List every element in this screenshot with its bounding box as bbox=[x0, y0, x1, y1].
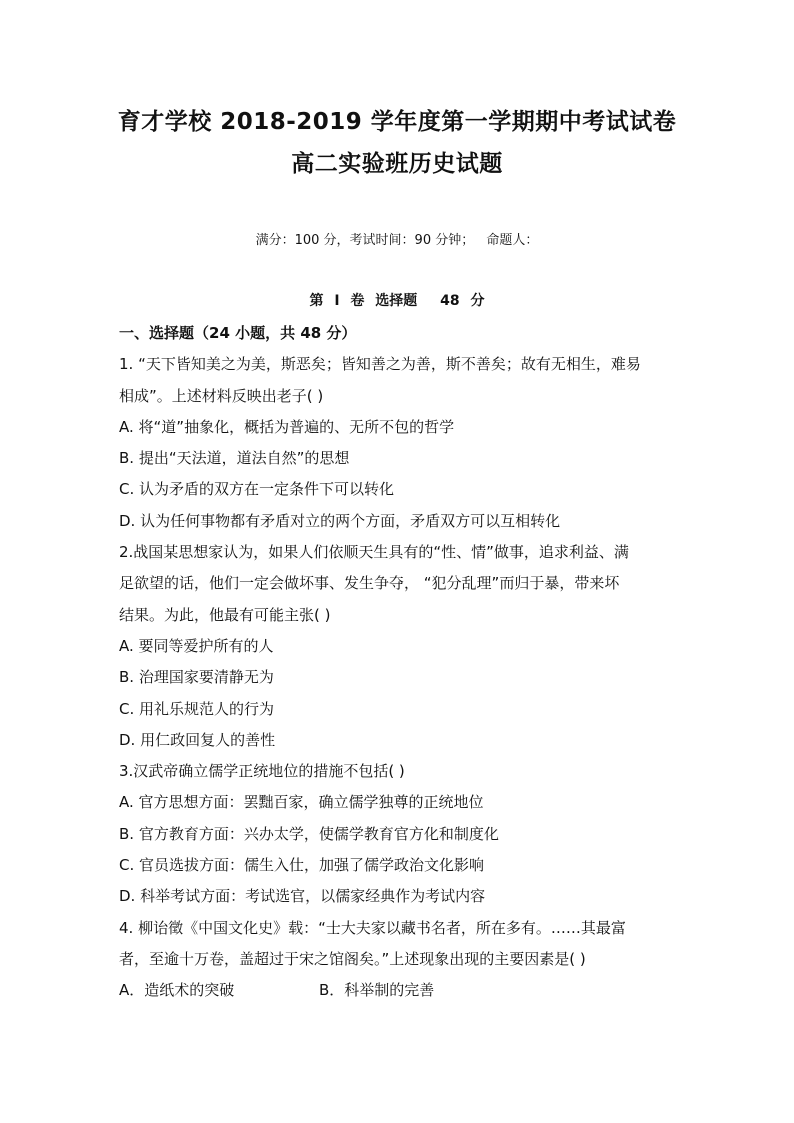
question-1-stem-line: 相成”。上述材料反映出老子( ) bbox=[119, 386, 324, 405]
question-2-option-c: C. 用礼乐规范人的行为 bbox=[119, 699, 275, 718]
question-2-stem-line: 2.战国某思想家认为，如果人们依顺天生具有的“性、情”做事，追求利益、满 bbox=[119, 543, 629, 562]
question-1-option-c: C. 认为矛盾的双方在一定条件下可以转化 bbox=[119, 480, 395, 499]
author-text: 命题人： bbox=[486, 233, 539, 248]
question-2-option-b: B. 治理国家要清静无为 bbox=[119, 668, 274, 687]
full-score-text: 满分：100 分，考试时间：90 分钟； bbox=[255, 233, 475, 248]
exam-info bbox=[0, 229, 794, 248]
question-3-option-c: C. 官员选拔方面：儒生入仕，加强了儒学政治文化影响 bbox=[119, 856, 485, 875]
question-1-stem-line: 1. “天下皆知美之为美，斯恶矣；皆知善之为善，斯不善矣；故有无相生，难易 bbox=[119, 355, 641, 374]
exam-title: 育才学校 2018-2019 学年度第一学期期中考试试卷 bbox=[117, 109, 677, 135]
question-4-option-b: B．科举制的完善 bbox=[319, 981, 435, 1000]
question-3-option-a: A. 官方思想方面：罢黜百家，确立儒学独尊的正统地位 bbox=[119, 793, 484, 812]
question-list bbox=[119, 318, 679, 1007]
question-3-option-b: B. 官方教育方面：兴办太学，使儒学教育官方化和制度化 bbox=[119, 824, 499, 843]
question-2-stem-line: 结果。为此，他最有可能主张( ) bbox=[119, 605, 331, 624]
question-4-options bbox=[119, 975, 679, 1006]
section-score: 48 分 bbox=[440, 293, 485, 309]
question-4-option-a: A．造纸术的突破 bbox=[119, 981, 235, 1000]
section-heading bbox=[0, 290, 794, 310]
question-2-stem-line: 足欲望的话，他们一定会做坏事、发生争夺， “犯分乱理”而归于暴，带来坏 bbox=[119, 574, 620, 593]
exam-subtitle: 高二实验班历史试题 bbox=[291, 151, 503, 177]
section-name: 第 I 卷 选择题 bbox=[309, 293, 418, 309]
question-1-option-d: D. 认为任何事物都有矛盾对立的两个方面，矛盾双方可以互相转化 bbox=[119, 511, 561, 530]
question-4-stem-line: 者，至逾十万卷，盖超过于宋之馆阁矣。”上述现象出现的主要因素是( ) bbox=[119, 949, 586, 968]
question-4-stem-line: 4. 柳诒徵《中国文化史》载：“士大夫家以藏书名者，所在多有。……其最富 bbox=[119, 918, 626, 937]
question-1-option-b: B. 提出“天法道，道法自然”的思想 bbox=[119, 449, 350, 468]
question-2-option-d: D. 用仁政回复人的善性 bbox=[119, 730, 276, 749]
question-3-stem-line: 3.汉武帝确立儒学正统地位的措施不包括( ) bbox=[119, 762, 405, 781]
question-1-option-a: A. 将“道”抽象化，概括为普遍的、无所不包的哲学 bbox=[119, 417, 455, 436]
part-heading: 一、选择题（24 小题，共 48 分） bbox=[119, 324, 357, 342]
question-2-option-a: A. 要同等爱护所有的人 bbox=[119, 636, 274, 655]
question-3-option-d: D. 科举考试方面：考试选官，以儒家经典作为考试内容 bbox=[119, 887, 486, 906]
